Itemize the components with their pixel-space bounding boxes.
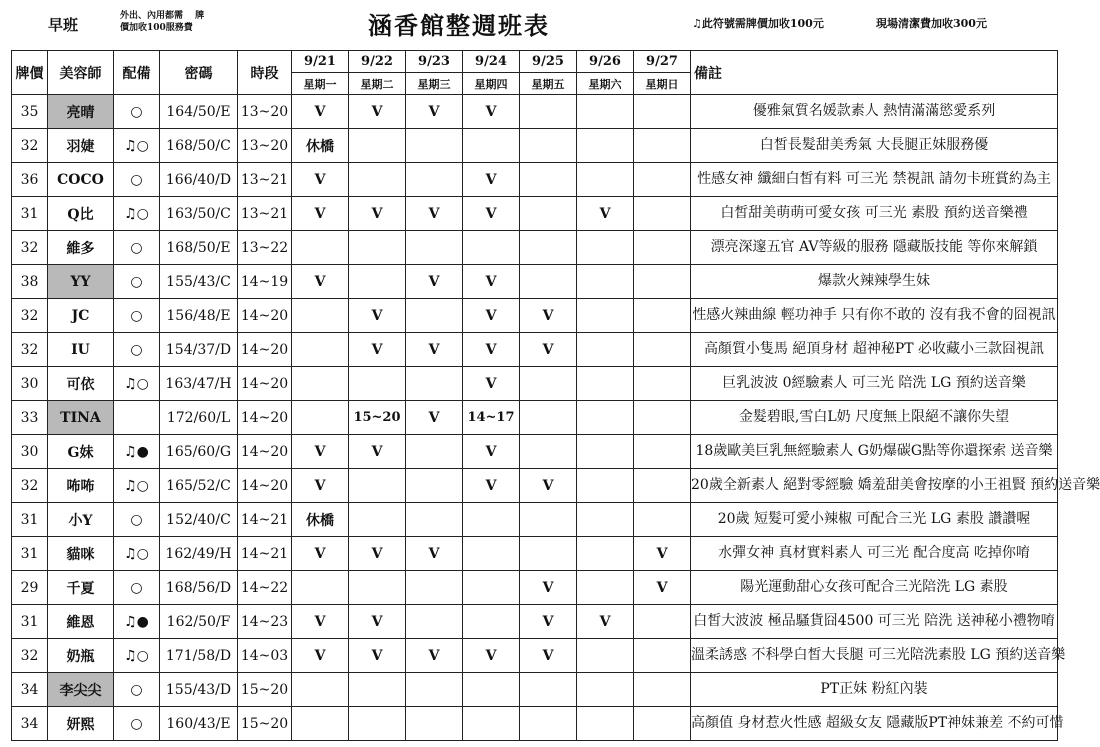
day-cell [463,673,520,707]
equip-cell: ○ [114,299,160,333]
equip-cell: ♫○ [114,537,160,571]
time-cell: 13~20 [238,129,292,163]
day-cell [349,707,406,741]
day-cell [520,129,577,163]
col-header-date: 9/22 [349,51,406,73]
day-cell [634,503,691,537]
day-cell [463,707,520,741]
equip-cell: ♫● [114,435,160,469]
code-cell: 163/50/C [160,197,238,231]
code-cell: 168/50/E [160,231,238,265]
stylist-name-cell: JC [48,299,114,333]
table-row [12,231,1058,265]
day-cell [520,95,577,129]
day-cell [349,367,406,401]
remark-cell: PT正妹 粉紅內裝 [691,673,1058,707]
col-header-time: 時段 [238,51,292,95]
service-fee-note [120,10,204,34]
day-cell [463,503,520,537]
day-cell [577,401,634,435]
day-cell: V [349,639,406,673]
price-cell: 32 [12,333,48,367]
equip-cell: ○ [114,231,160,265]
price-cell: 31 [12,605,48,639]
day-cell: V [463,367,520,401]
day-cell [634,707,691,741]
time-cell: 13~20 [238,95,292,129]
day-cell: V [349,197,406,231]
day-cell: V [292,537,349,571]
day-cell [634,401,691,435]
day-cell: V [292,605,349,639]
table-row [12,197,1058,231]
day-cell [292,333,349,367]
day-cell [577,503,634,537]
code-cell: 152/40/C [160,503,238,537]
table-row [12,129,1058,163]
day-cell [406,163,463,197]
code-cell: 162/50/F [160,605,238,639]
table-row [12,469,1058,503]
day-cell [349,129,406,163]
price-cell: 31 [12,197,48,231]
day-cell: V [634,537,691,571]
col-header-equip: 配備 [114,51,160,95]
remark-cell: 20歲 短髮可愛小辣椒 可配合三光 LG 素股 讚讚喔 [691,503,1058,537]
day-cell [292,367,349,401]
day-cell: 休橋 [292,503,349,537]
day-cell: V [406,95,463,129]
remark-cell: 高顏質小隻馬 絕頂身材 超神秘PT 必收藏小三款囧視訊 [691,333,1058,367]
remark-cell: 漂亮深邃五官 AV等級的服務 隱藏版技能 等你來解鎖 [691,231,1058,265]
col-header-weekday: 星期五 [520,73,577,95]
day-cell: V [463,299,520,333]
time-cell: 14~20 [238,401,292,435]
day-cell [520,163,577,197]
day-cell [634,231,691,265]
time-cell: 14~19 [238,265,292,299]
stylist-name-cell: 李尖尖 [48,673,114,707]
day-cell: V [406,639,463,673]
day-cell: V [463,435,520,469]
day-cell: V [520,639,577,673]
schedule-body [12,95,1100,741]
day-cell [577,231,634,265]
day-cell [634,673,691,707]
code-cell: 165/60/G [160,435,238,469]
day-cell: V [520,571,577,605]
price-cell: 32 [12,299,48,333]
remark-cell: 20歲全新素人 絕對零經驗 嬌羞甜美會按摩的小王祖賢 預約送音樂 [691,469,1058,503]
day-cell: V [292,435,349,469]
equip-cell: ♫○ [114,639,160,673]
remark-cell: 白皙大波波 極品騷貨囧4500 可三光 陪洗 送神秘小禮物唷 [691,605,1058,639]
time-cell: 14~21 [238,537,292,571]
day-cell: V [292,639,349,673]
code-cell: 172/60/L [160,401,238,435]
code-cell: 168/56/D [160,571,238,605]
day-cell [577,469,634,503]
price-cell: 32 [12,469,48,503]
equip-cell: ○ [114,673,160,707]
day-cell: 休橋 [292,129,349,163]
remark-cell: 性感火辣曲線 輕功神手 只有你不敢的 沒有我不會的囧視訊 [691,299,1058,333]
day-cell [577,435,634,469]
day-cell [577,95,634,129]
equip-cell: ○ [114,333,160,367]
code-cell: 168/50/C [160,129,238,163]
day-cell [520,401,577,435]
col-header-stylist: 美容師 [48,51,114,95]
equip-cell: ○ [114,503,160,537]
day-cell [292,571,349,605]
col-header-date: 9/23 [406,51,463,73]
price-cell: 38 [12,265,48,299]
day-cell [520,707,577,741]
code-cell: 155/43/C [160,265,238,299]
day-cell [520,435,577,469]
day-cell [463,571,520,605]
remark-cell: 高顏值 身材惹火性感 超級女友 隱藏版PT神妹兼差 不約可惜 [691,707,1058,741]
music-symbol-note: ♫此符號需牌價加收100元 [692,17,824,30]
day-cell [577,265,634,299]
table-row [12,435,1058,469]
table-row [12,95,1058,129]
day-cell [406,571,463,605]
day-cell [577,163,634,197]
remark-cell: 18歲歐美巨乳無經驗素人 G奶爆碳G點等你還探索 送音樂 [691,435,1058,469]
remark-cell: 爆款火辣辣學生妹 [691,265,1058,299]
day-cell [463,129,520,163]
code-cell: 165/52/C [160,469,238,503]
price-cell: 31 [12,537,48,571]
equip-cell [114,401,160,435]
day-cell: V [292,163,349,197]
day-cell [634,639,691,673]
day-cell [634,265,691,299]
equip-cell: ♫○ [114,367,160,401]
day-cell: V [292,197,349,231]
stylist-name-cell: G妹 [48,435,114,469]
stylist-name-cell: 貓咪 [48,537,114,571]
day-cell: V [634,571,691,605]
price-cell: 32 [12,639,48,673]
stylist-name-cell: TINA [48,401,114,435]
day-cell: V [463,639,520,673]
day-cell: V [463,163,520,197]
stylist-name-cell: 維多 [48,231,114,265]
col-header-date: 9/24 [463,51,520,73]
code-cell: 166/40/D [160,163,238,197]
col-header-weekday: 星期六 [577,73,634,95]
day-cell: V [577,197,634,231]
code-cell: 154/37/D [160,333,238,367]
table-row [12,605,1058,639]
day-cell: V [520,333,577,367]
table-row [12,367,1058,401]
col-header-weekday: 星期二 [349,73,406,95]
day-cell [292,231,349,265]
day-cell [349,673,406,707]
col-header-date: 9/27 [634,51,691,73]
day-cell: V [463,333,520,367]
day-cell: V [520,605,577,639]
col-header-code: 密碼 [160,51,238,95]
day-cell [406,707,463,741]
price-cell: 30 [12,435,48,469]
code-cell: 163/47/H [160,367,238,401]
time-cell: 14~23 [238,605,292,639]
day-cell [577,707,634,741]
col-header-price: 牌價 [12,51,48,95]
day-cell: V [406,197,463,231]
day-cell [577,333,634,367]
table-row [12,163,1058,197]
remark-cell: 性感女神 纖細白皙有料 可三光 禁視訊 請勿卡班賞約為主 [691,163,1058,197]
stylist-name-cell: 小Y [48,503,114,537]
day-cell [520,197,577,231]
day-cell: V [406,537,463,571]
stylist-name-cell: 亮晴 [48,95,114,129]
day-cell: 14~17 [463,401,520,435]
stylist-name-cell: IU [48,333,114,367]
day-cell [520,367,577,401]
day-cell [349,571,406,605]
day-cell [634,469,691,503]
table-row [12,401,1058,435]
remark-cell: 白皙甜美萌萌可愛女孩 可三光 素股 預約送音樂禮 [691,197,1058,231]
day-cell [292,707,349,741]
time-cell: 14~20 [238,435,292,469]
col-header-date: 9/26 [577,51,634,73]
code-cell: 171/58/D [160,639,238,673]
day-cell [520,265,577,299]
remark-cell: 優雅氣質名媛款素人 熱情滿滿慾愛系列 [691,95,1058,129]
time-cell: 14~20 [238,299,292,333]
day-cell: V [349,333,406,367]
equip-cell: ♫○ [114,197,160,231]
code-cell: 160/43/E [160,707,238,741]
service-fee-note-line1: 外出、內用都需 牌 [120,11,205,21]
day-cell [463,605,520,639]
day-cell: V [406,401,463,435]
day-cell: V [520,299,577,333]
day-cell: V [349,537,406,571]
col-header-date: 9/21 [292,51,349,73]
code-cell: 155/43/D [160,673,238,707]
col-header-remark: 備註 [691,51,1058,95]
table-row [12,537,1058,571]
day-cell [634,197,691,231]
time-cell: 13~21 [238,163,292,197]
day-cell [634,95,691,129]
day-cell [406,673,463,707]
price-cell: 36 [12,163,48,197]
day-cell [634,129,691,163]
remark-cell: 巨乳波波 0經驗素人 可三光 陪洗 LG 預約送音樂 [691,367,1058,401]
equip-cell: ○ [114,707,160,741]
equip-cell: ♫● [114,605,160,639]
day-cell: V [463,265,520,299]
day-cell [634,435,691,469]
day-cell [349,469,406,503]
stylist-name-cell: 妍熙 [48,707,114,741]
code-cell: 164/50/E [160,95,238,129]
stylist-name-cell: Q比 [48,197,114,231]
stylist-name-cell: 羽婕 [48,129,114,163]
day-cell [406,435,463,469]
remark-cell: 金髮碧眼,雪白L奶 尺度無上限絕不讓你失望 [691,401,1058,435]
day-cell [520,231,577,265]
time-cell: 13~21 [238,197,292,231]
time-cell: 15~20 [238,707,292,741]
day-cell [634,163,691,197]
price-cell: 32 [12,231,48,265]
cleaning-fee-note: 現場清潔費加收300元 [876,17,987,30]
table-row [12,571,1058,605]
day-cell [577,639,634,673]
equip-cell: ○ [114,571,160,605]
day-cell: V [349,605,406,639]
stylist-name-cell: 奶瓶 [48,639,114,673]
service-fee-note-line2: 價加收100服務費 [120,23,193,33]
price-cell: 34 [12,707,48,741]
day-cell [463,537,520,571]
table-row [12,707,1058,741]
equip-cell: ○ [114,95,160,129]
day-cell: V [406,265,463,299]
day-cell [406,605,463,639]
time-cell: 14~03 [238,639,292,673]
price-cell: 30 [12,367,48,401]
remark-cell: 溫柔誘惑 不科學白皙大長腿 可三光陪洗素股 LG 預約送音樂 [691,639,1058,673]
shift-label: 早班 [48,16,79,34]
day-cell: V [463,95,520,129]
price-cell: 32 [12,129,48,163]
day-cell: V [349,95,406,129]
equip-cell: ○ [114,163,160,197]
time-cell: 14~20 [238,367,292,401]
day-cell: V [520,469,577,503]
price-cell: 33 [12,401,48,435]
code-cell: 156/48/E [160,299,238,333]
col-header-weekday: 星期三 [406,73,463,95]
day-cell: 15~20 [349,401,406,435]
day-cell [577,129,634,163]
day-cell: V [349,435,406,469]
day-cell [406,503,463,537]
stylist-name-cell: COCO [48,163,114,197]
time-cell: 14~20 [238,333,292,367]
time-cell: 14~22 [238,571,292,605]
day-cell [577,571,634,605]
page-header [0,0,1064,48]
day-cell [292,401,349,435]
day-cell: V [577,605,634,639]
col-header-weekday: 星期一 [292,73,349,95]
stylist-name-cell: YY [48,265,114,299]
day-cell [349,231,406,265]
day-cell [292,673,349,707]
day-cell [577,367,634,401]
day-cell [406,367,463,401]
price-cell: 34 [12,673,48,707]
schedule-table [11,50,1100,741]
day-cell [634,367,691,401]
day-cell [406,231,463,265]
remark-cell: 白皙長髮甜美秀氣 大長腿正妹服務優 [691,129,1058,163]
code-cell: 162/49/H [160,537,238,571]
time-cell: 14~20 [238,469,292,503]
day-cell [520,537,577,571]
day-cell: V [349,299,406,333]
day-cell [577,537,634,571]
day-cell: V [463,469,520,503]
day-cell [634,605,691,639]
time-cell: 13~22 [238,231,292,265]
table-row [12,639,1058,673]
day-cell [520,503,577,537]
table-row [12,673,1058,707]
col-header-weekday: 星期四 [463,73,520,95]
table-row [12,299,1058,333]
day-cell [577,299,634,333]
stylist-name-cell: 維恩 [48,605,114,639]
table-row [12,503,1058,537]
equip-cell: ♫○ [114,469,160,503]
day-cell: V [463,197,520,231]
day-cell [634,299,691,333]
day-cell [292,299,349,333]
equip-cell: ♫○ [114,129,160,163]
day-cell [577,673,634,707]
table-row [12,333,1058,367]
day-cell: V [292,95,349,129]
equip-cell: ○ [114,265,160,299]
day-cell [349,163,406,197]
col-header-weekday: 星期日 [634,73,691,95]
time-cell: 14~21 [238,503,292,537]
day-cell [520,673,577,707]
remark-cell: 水彈女神 真材實料素人 可三光 配合度高 吃掉你唷 [691,537,1058,571]
stylist-name-cell: 咘咘 [48,469,114,503]
header-row-dates [12,51,1058,73]
day-cell [406,469,463,503]
day-cell [406,299,463,333]
day-cell [349,503,406,537]
day-cell [406,129,463,163]
price-cell: 29 [12,571,48,605]
table-row [12,265,1058,299]
col-header-date: 9/25 [520,51,577,73]
day-cell [634,333,691,367]
day-cell [463,231,520,265]
day-cell [349,265,406,299]
stylist-name-cell: 可依 [48,367,114,401]
day-cell: V [292,469,349,503]
stylist-name-cell: 千夏 [48,571,114,605]
day-cell: V [292,265,349,299]
price-cell: 35 [12,95,48,129]
remark-cell: 陽光運動甜心女孩可配合三光陪洗 LG 素股 [691,571,1058,605]
price-cell: 31 [12,503,48,537]
time-cell: 15~20 [238,673,292,707]
page-title: 涵香館整週班表 [368,11,550,40]
day-cell: V [406,333,463,367]
